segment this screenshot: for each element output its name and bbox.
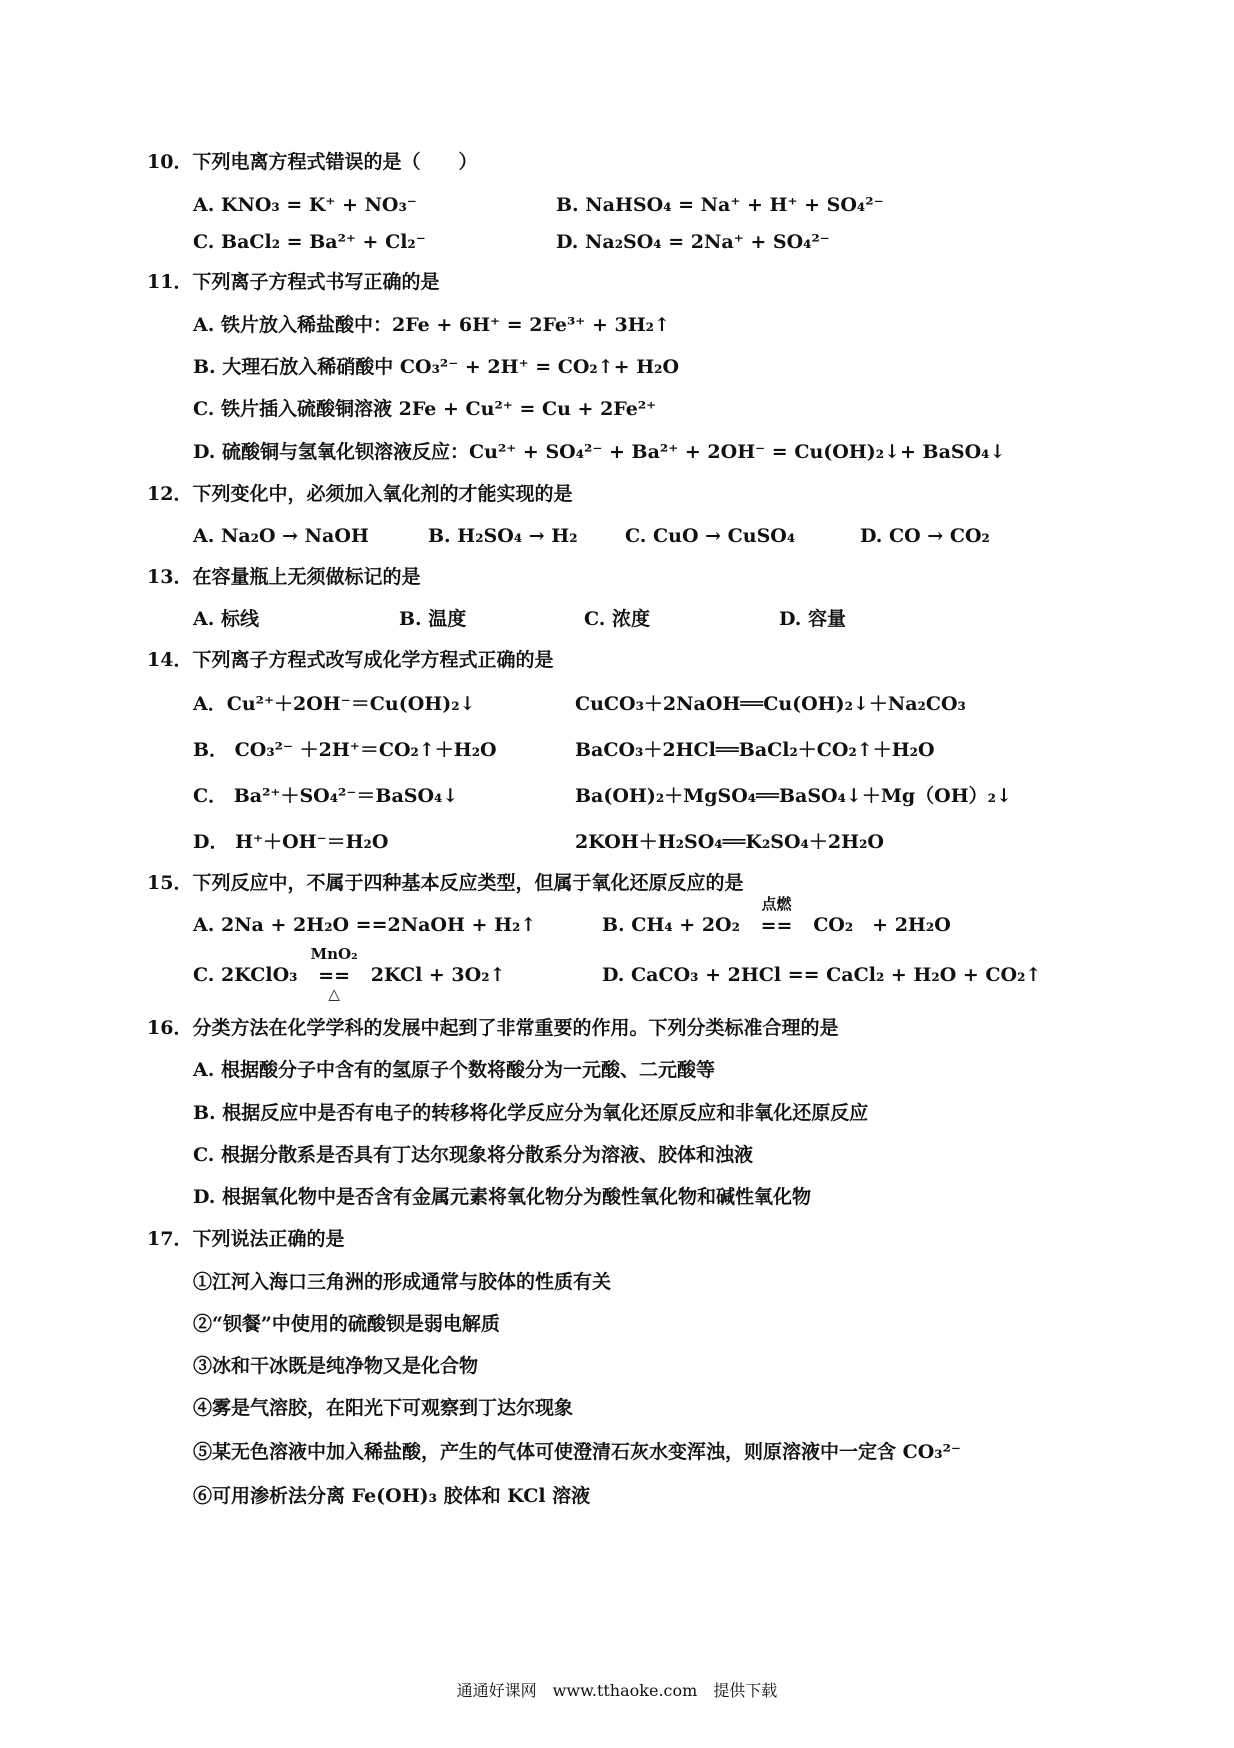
q17-stem: 17．下列说法正确的是 xyxy=(147,1228,345,1250)
q11-option-c: C. 铁片插入硫酸铜溶液 2Fe + Cu²⁺ = Cu + 2Fe²⁺ xyxy=(193,398,657,420)
q11-option-b: B. 大理石放入稀硝酸中 CO₃²⁻ + 2H⁺ = CO₂↑+ H₂O xyxy=(193,356,680,378)
q14-option-a-chemical: CuCO₃＋2NaOH══Cu(OH)₂↓＋Na₂CO₃ xyxy=(575,693,966,715)
q15-option-c-equals: == xyxy=(318,965,351,987)
q15-option-b-products: CO₂ + 2H₂O xyxy=(813,914,951,936)
q11-option-d: D. 硫酸铜与氢氧化钡溶液反应：Cu²⁺ + SO₄²⁻ + Ba²⁺ + 2OH⁻ = Cu(OH)₂↓+ BaSO₄↓ xyxy=(193,441,1006,463)
q12-stem: 12．下列变化中，必须加入氧化剂的才能实现的是 xyxy=(147,483,573,505)
q15-option-c-reactant: C. 2KClO₃ xyxy=(193,964,298,986)
q12-option-a: A. Na₂O → NaOH xyxy=(193,525,369,547)
q12-option-b: B. H₂SO₄ → H₂ xyxy=(428,525,578,547)
q16-option-b: B. 根据反应中是否有电子的转移将化学反应分为氧化还原反应和非氧化还原反应 xyxy=(193,1102,869,1124)
q10-option-a: A. KNO₃ = K⁺ + NO₃⁻ xyxy=(193,194,417,216)
q16-option-c: C. 根据分散系是否具有丁达尔现象将分散系分为溶液、胶体和浊液 xyxy=(193,1144,754,1166)
q15-option-b-reactants: B. CH₄ + 2O₂ xyxy=(602,914,740,936)
q13-stem: 13．在容量瓶上无须做标记的是 xyxy=(147,566,421,588)
q15-option-a: A. 2Na + 2H₂O ==2NaOH + H₂↑ xyxy=(193,914,537,936)
q15-option-b-ignite-label: 点燃 xyxy=(761,895,792,913)
q16-stem: 16．分类方法在化学学科的发展中起到了非常重要的作用。下列分类标准合理的是 xyxy=(147,1017,839,1039)
q14-option-d-ionic: D． H⁺＋OH⁻＝H₂O xyxy=(193,831,389,853)
q17-statement-4: ④雾是气溶胶，在阳光下可观察到丁达尔现象 xyxy=(193,1397,574,1419)
q15-option-c-products: 2KCl + 3O₂↑ xyxy=(370,964,506,986)
q17-statement-1: ①江河入海口三角洲的形成通常与胶体的性质有关 xyxy=(193,1271,612,1293)
q16-option-d: D. 根据氧化物中是否含有金属元素将氧化物分为酸性氧化物和碱性氧化物 xyxy=(193,1186,812,1208)
q12-option-c: C. CuO → CuSO₄ xyxy=(625,525,796,547)
q17-statement-3: ③冰和干冰既是纯净物又是化合物 xyxy=(193,1355,479,1377)
q16-option-a: A. 根据酸分子中含有的氢原子个数将酸分为一元酸、二元酸等 xyxy=(193,1059,715,1081)
q15-option-c xyxy=(193,945,506,1003)
q17-statement-2: ②“钡餐”中使用的硫酸钡是弱电解质 xyxy=(193,1313,500,1335)
q14-option-c-chemical: Ba(OH)₂＋MgSO₄══BaSO₄↓＋Mg（OH）₂↓ xyxy=(575,785,1012,807)
q14-option-b-chemical: BaCO₃＋2HCl══BaCl₂＋CO₂↑＋H₂O xyxy=(575,739,935,761)
q17-statement-5: ⑤某无色溶液中加入稀盐酸，产生的气体可使澄清石灰水变浑浊，则原溶液中一定含 CO₃²⁻ xyxy=(193,1441,961,1463)
q17-statement-6: ⑥可用渗析法分离 Fe(OH)₃ 胶体和 KCl 溶液 xyxy=(193,1485,591,1507)
q14-option-b-ionic: B． CO₃²⁻ ＋2H⁺＝CO₂↑＋H₂O xyxy=(193,739,497,761)
q13-option-b: B. 温度 xyxy=(399,608,467,630)
q13-option-a: A. 标线 xyxy=(193,608,259,630)
q10-option-b: B. NaHSO₄ = Na⁺ + H⁺ + SO₄²⁻ xyxy=(556,194,884,216)
q13-option-d: D. 容量 xyxy=(779,608,847,630)
q14-stem: 14．下列离子方程式改写成化学方程式正确的是 xyxy=(147,649,554,671)
q14-option-d-chemical: 2KOH＋H₂SO₄══K₂SO₄＋2H₂O xyxy=(575,831,884,853)
q15-stem: 15．下列反应中，不属于四种基本反应类型，但属于氧化还原反应的是 xyxy=(147,872,744,894)
q14-option-a-ionic: A．Cu²⁺＋2OH⁻＝Cu(OH)₂↓ xyxy=(193,693,476,715)
q10-option-d: D. Na₂SO₄ = 2Na⁺ + SO₄²⁻ xyxy=(556,231,830,253)
q13-option-c: C. 浓度 xyxy=(584,608,651,630)
q11-option-a: A. 铁片放入稀盐酸中：2Fe + 6H⁺ = 2Fe³⁺ + 3H₂↑ xyxy=(193,314,670,336)
q10-option-c: C. BaCl₂ = Ba²⁺ + Cl₂⁻ xyxy=(193,231,426,253)
page-footer: 通通好课网 www.tthaoke.com 提供下载 xyxy=(456,1681,778,1700)
q12-option-d: D. CO → CO₂ xyxy=(860,525,990,547)
q15-option-b xyxy=(602,895,951,938)
q15-option-c-heat-label: △ xyxy=(328,985,340,1003)
q11-stem: 11．下列离子方程式书写正确的是 xyxy=(147,271,440,293)
q15-option-d: D. CaCO₃ + 2HCl == CaCl₂ + H₂O + CO₂↑ xyxy=(602,964,1042,986)
q15-option-b-equals: == xyxy=(760,915,793,937)
q15-option-b-condition xyxy=(747,895,807,938)
q14-option-c-ionic: C． Ba²⁺＋SO₄²⁻＝BaSO₄↓ xyxy=(193,785,459,807)
q10-stem: 10．下列电离方程式错误的是（ ） xyxy=(147,151,478,173)
q15-option-c-condition xyxy=(304,945,364,1003)
q15-option-c-catalyst-label: MnO₂ xyxy=(310,945,358,963)
